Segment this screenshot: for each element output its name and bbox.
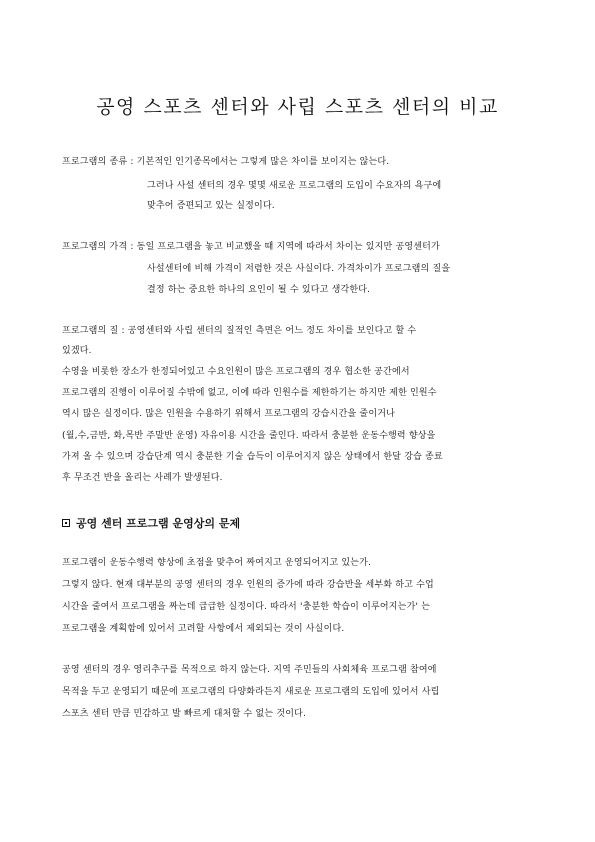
paragraph-line: 가져 올 수 있으며 강습단계 역시 충분한 기술 습득이 이루어지지 않은 상태에서 한달 강습 종료 — [62, 452, 443, 462]
paragraph-line: (월,수,금반, 화,목반 주말반 운영) 자유이용 시간을 줄인다. 따라서 충분한 운동수행력 향상을 — [62, 431, 436, 441]
paragraph-line: 스포츠 센터 만큼 민감하고 발 빠르게 대처할 수 없는 것이다. — [62, 709, 307, 719]
paragraph-line: 프로그램의 가격 : 동일 프로그램을 놓고 비교했을 때 지역에 따라서 차이는 있지만 공영센터가 — [62, 242, 440, 252]
paragraph-line: 그렇지 않다. 현재 대부분의 공영 센터의 경우 인원의 증가에 따라 강습반을 세부화 하고 수업 — [62, 580, 434, 590]
paragraph-line: 공영 센터의 경우 영리추구를 목적으로 하지 않는다. 지역 주민들의 사회체육 프로그램 참여에 — [62, 665, 437, 675]
paragraph-line: 역시 많은 실정이다. 많은 인원을 수용하기 위해서 프로그램의 강습시간을 줄이거나 — [62, 409, 396, 419]
paragraph-line: 프로그램의 진행이 이루어질 수밖에 없고, 이에 따라 인원수를 제한하기는 하지만 제한 인원수 — [62, 388, 437, 398]
section-heading — [62, 515, 240, 531]
paragraph-line: 그러나 사설 센터의 경우 몇몇 새로운 프로그램의 도입이 수요자의 욕구에 — [147, 181, 442, 191]
paragraph-line: 시간을 줄여서 프로그램을 짜는데 급급한 실정이다. 따라서 '충분한 학습이 이루어지는가' 는 — [62, 602, 431, 612]
paragraph-line: 목적을 두고 운영되기 때문에 프로그램의 다양화라든지 새로운 프로그램의 도입에 있어서 사립 — [62, 687, 440, 697]
paragraph-line: 프로그램이 운동수행력 향상에 초점을 맞추어 짜여지고 운영되어지고 있는가. — [62, 558, 372, 568]
square-bullet-icon — [62, 519, 70, 527]
paragraph-line: 결정 하는 중요한 하나의 요인이 될 수 있다고 생각한다. — [147, 285, 371, 295]
paragraph-line: 프로그램의 질 : 공영센터와 사립 센터의 질적인 측면은 어느 정도 차이를 보인다고 할 수 — [62, 326, 417, 336]
paragraph-line: 후 무조건 반을 올리는 사례가 발생된다. — [62, 473, 223, 483]
paragraph-line: 수영을 비롯한 장소가 한정되어있고 수요인원이 많은 프로그램의 경우 협소한 공간에서 — [62, 367, 410, 377]
page-title: 공영 스포츠 센터와 사립 스포츠 센터의 비교 — [96, 96, 499, 118]
paragraph-line: 프로그램의 종류 : 기본적인 인기종목에서는 그렇게 많은 차이를 보이지는 않는다. — [62, 157, 390, 167]
paragraph-line: 프로그램을 계획함에 있어서 고려할 사항에서 제외되는 것이 사실이다. — [62, 624, 345, 634]
paragraph-line: 사설센터에 비해 가격이 저렴한 것은 사실이다. 가격차이가 프로그램의 질을 — [147, 264, 451, 274]
paragraph-line: 있겠다. — [62, 346, 92, 356]
paragraph-line: 맞추어 증편되고 있는 실정이다. — [147, 201, 275, 211]
section-heading-text: 공영 센터 프로그램 운영상의 문제 — [76, 517, 241, 530]
